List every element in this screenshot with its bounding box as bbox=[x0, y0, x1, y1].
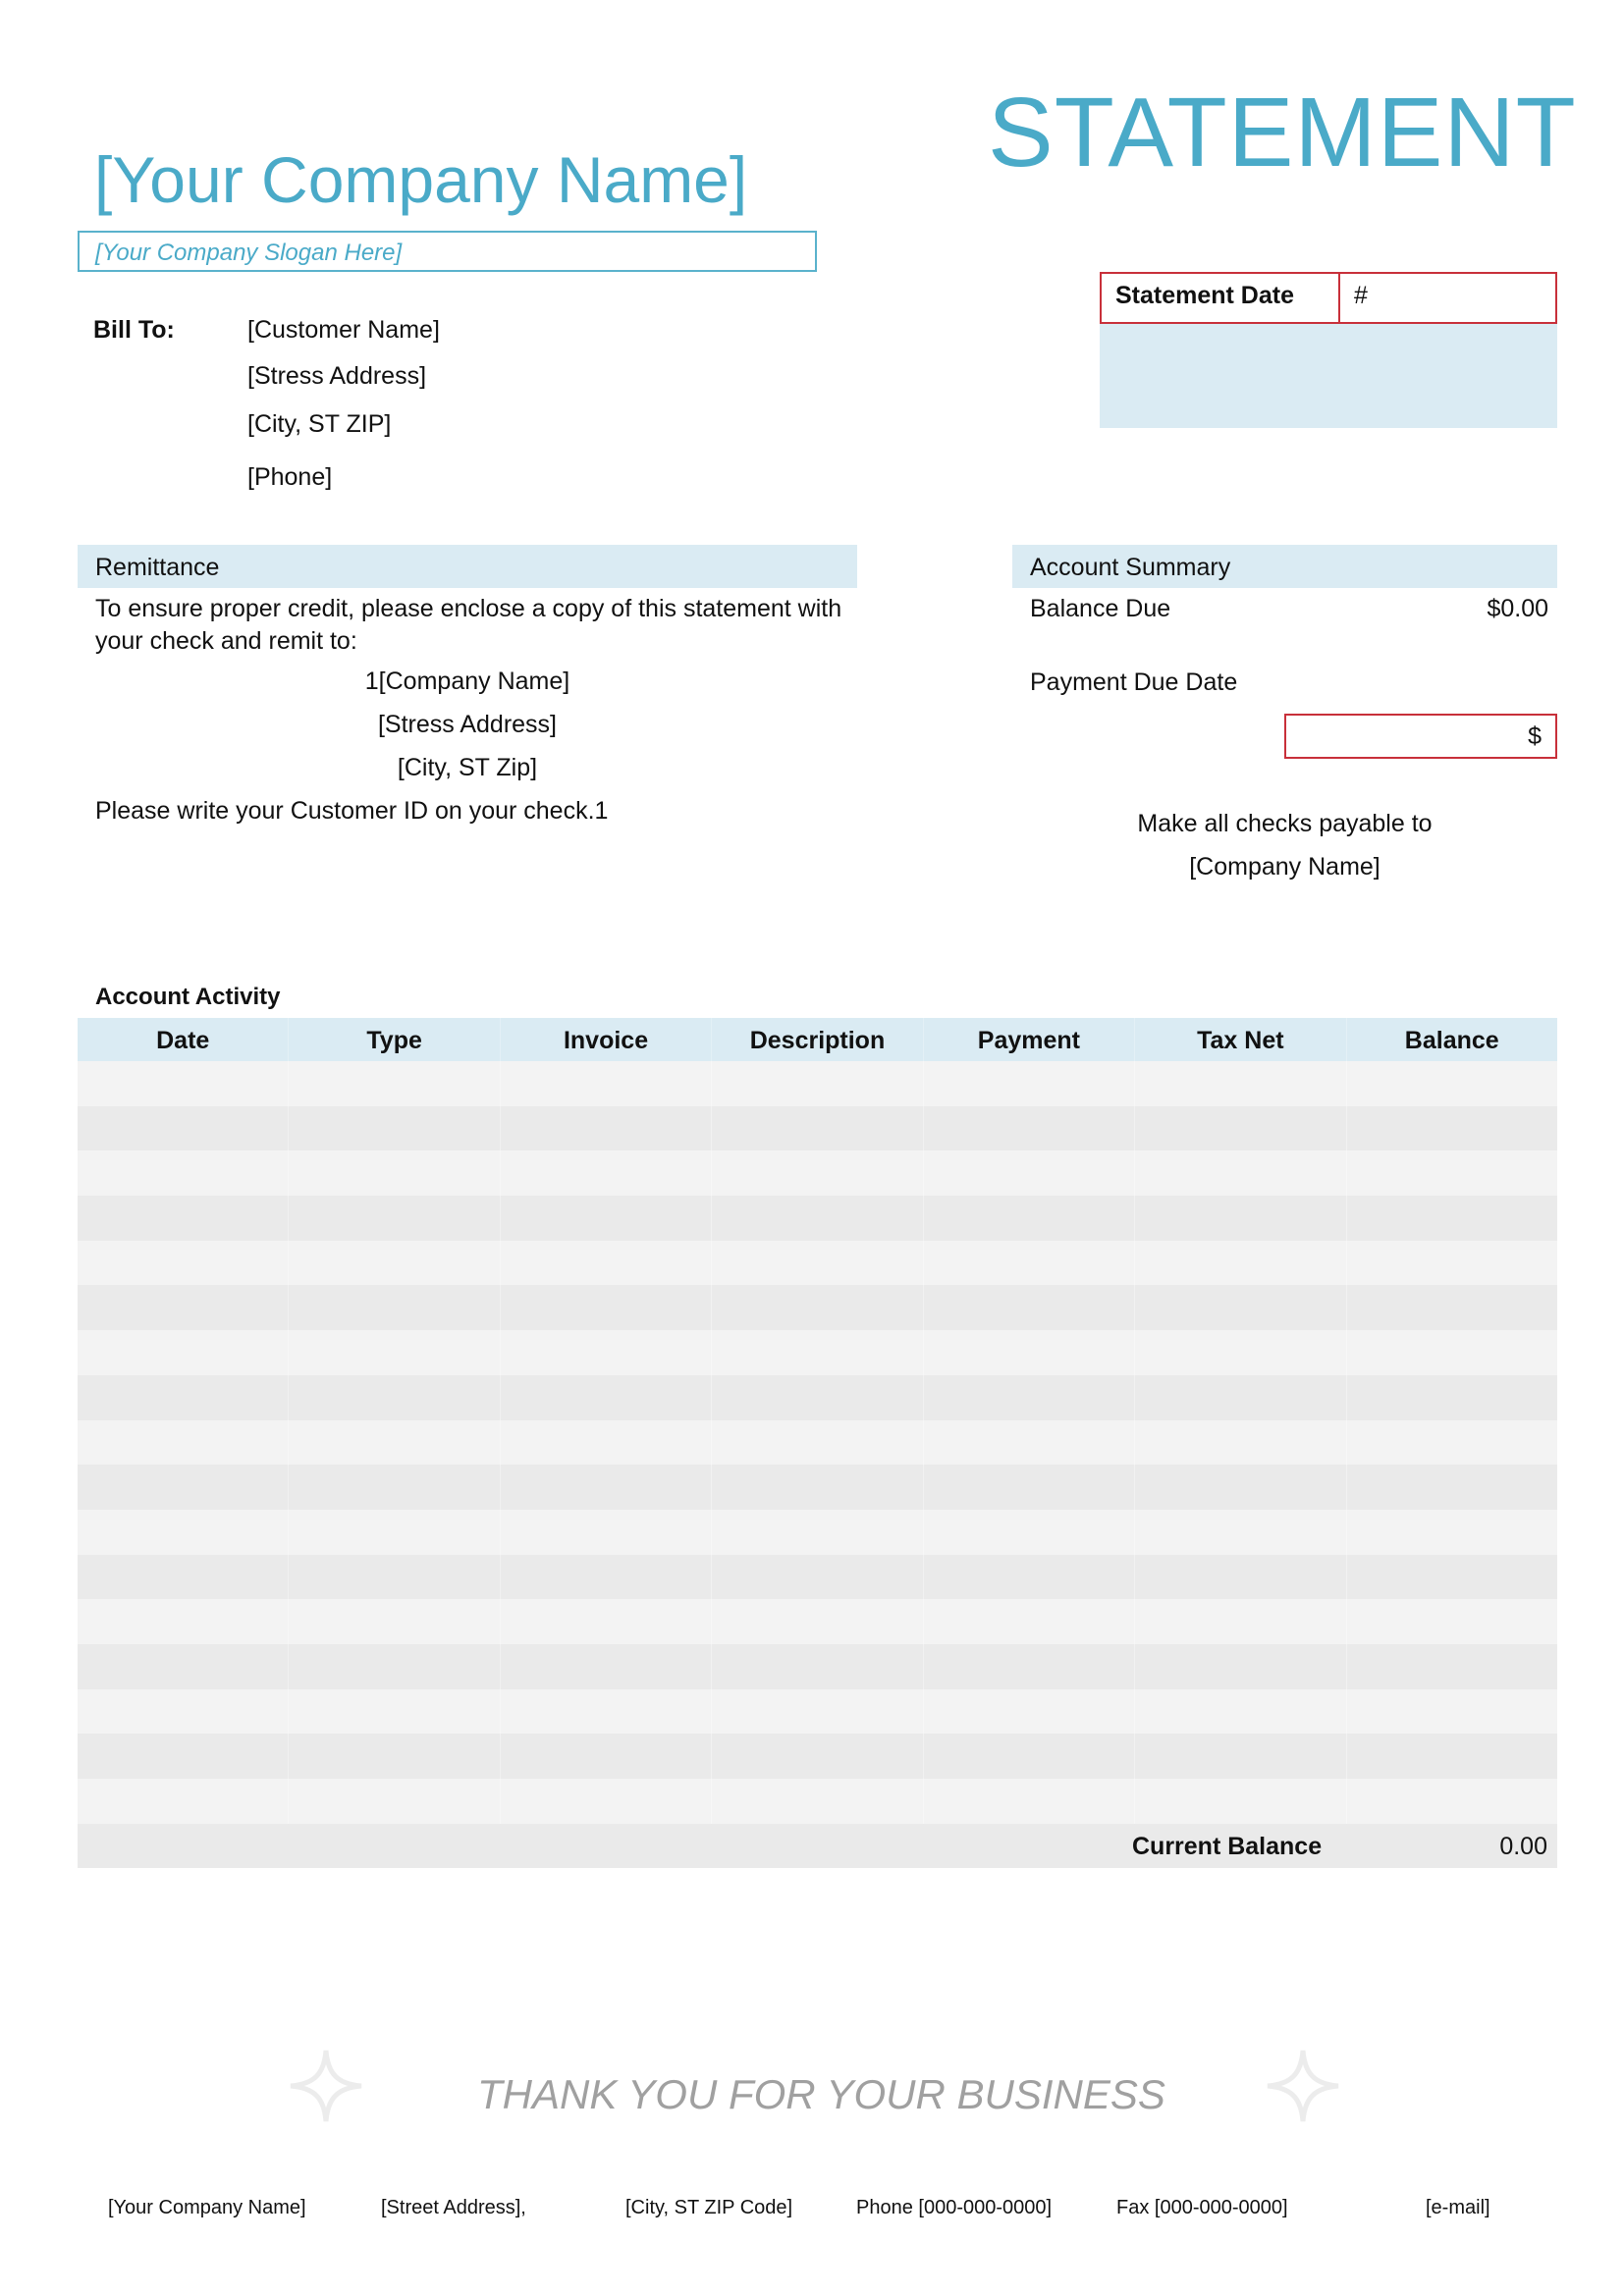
current-balance-row bbox=[78, 1824, 1557, 1868]
table-cell-type[interactable] bbox=[289, 1330, 500, 1375]
payable-company: [Company Name] bbox=[1189, 853, 1380, 881]
table-cell-payment[interactable] bbox=[924, 1644, 1135, 1689]
statement-date-row bbox=[1100, 272, 1557, 324]
customer-phone: [Phone] bbox=[247, 463, 333, 491]
table-row bbox=[78, 1510, 1557, 1555]
table-cell-date[interactable] bbox=[78, 1510, 289, 1555]
table-row bbox=[78, 1375, 1557, 1420]
table-cell-description[interactable] bbox=[712, 1061, 923, 1106]
table-cell-date[interactable] bbox=[78, 1734, 289, 1779]
column-header-invoice: Invoice bbox=[501, 1018, 712, 1061]
table-cell-date[interactable] bbox=[78, 1599, 289, 1644]
table-row bbox=[78, 1599, 1557, 1644]
table-cell-type[interactable] bbox=[289, 1599, 500, 1644]
table-cell-description[interactable] bbox=[712, 1689, 923, 1735]
footer-company: [Your Company Name] bbox=[108, 2197, 306, 2218]
statement-info-table bbox=[1100, 272, 1557, 428]
table-cell-description[interactable] bbox=[712, 1150, 923, 1196]
table-cell-tax-net[interactable] bbox=[1135, 1285, 1346, 1330]
table-row bbox=[78, 1420, 1557, 1466]
payment-due-label: Payment Due Date bbox=[1030, 668, 1238, 696]
table-row bbox=[78, 1241, 1557, 1286]
table-cell-date[interactable] bbox=[78, 1241, 289, 1286]
table-cell-balance[interactable] bbox=[1347, 1150, 1557, 1196]
document-title: STATEMENT bbox=[988, 78, 1577, 187]
table-cell-payment[interactable] bbox=[924, 1150, 1135, 1196]
table-cell-invoice[interactable] bbox=[501, 1241, 712, 1286]
table-cell-type[interactable] bbox=[289, 1644, 500, 1689]
table-cell-tax-net[interactable] bbox=[1135, 1599, 1346, 1644]
footer-email: [e-mail] bbox=[1426, 2197, 1490, 2218]
table-cell-invoice[interactable] bbox=[501, 1420, 712, 1466]
remittance-intro: To ensure proper credit, please enclose a copy of this statement with your check and remit to: bbox=[95, 595, 842, 655]
table-cell-balance[interactable] bbox=[1347, 1465, 1557, 1510]
table-cell-invoice[interactable] bbox=[501, 1285, 712, 1330]
balance-due-label: Balance Due bbox=[1030, 595, 1171, 622]
table-cell-balance[interactable] bbox=[1347, 1510, 1557, 1555]
table-cell-invoice[interactable] bbox=[501, 1196, 712, 1241]
table-cell-payment[interactable] bbox=[924, 1465, 1135, 1510]
customer-id-note: Please write your Customer ID on your check.1 bbox=[95, 797, 609, 825]
column-header-date: Date bbox=[78, 1018, 289, 1061]
remittance-heading: Remittance bbox=[78, 545, 857, 588]
table-cell-invoice[interactable] bbox=[501, 1106, 712, 1151]
table-cell-invoice[interactable] bbox=[501, 1465, 712, 1510]
table-cell-payment[interactable] bbox=[924, 1689, 1135, 1735]
table-cell-tax-net[interactable] bbox=[1135, 1420, 1346, 1466]
footer-phone: Phone [000-000-0000] bbox=[856, 2197, 1053, 2218]
remit-company-name: 1[Company Name] bbox=[364, 667, 570, 695]
table-cell-payment[interactable] bbox=[924, 1510, 1135, 1555]
balance-due-value: $0.00 bbox=[1487, 595, 1548, 622]
table-row bbox=[78, 1106, 1557, 1151]
slogan-field[interactable] bbox=[78, 231, 817, 272]
table-cell-description[interactable] bbox=[712, 1375, 923, 1420]
table-row bbox=[78, 1196, 1557, 1241]
table-cell-description[interactable] bbox=[712, 1196, 923, 1241]
table-cell-tax-net[interactable] bbox=[1135, 1779, 1346, 1824]
table-cell-date[interactable] bbox=[78, 1689, 289, 1735]
sparkle-icon bbox=[287, 2047, 365, 2125]
table-cell-type[interactable] bbox=[289, 1241, 500, 1286]
table-cell-date[interactable] bbox=[78, 1285, 289, 1330]
table-cell-tax-net[interactable] bbox=[1135, 1734, 1346, 1779]
table-row bbox=[78, 1465, 1557, 1510]
table-cell-type[interactable] bbox=[289, 1555, 500, 1600]
table-cell-invoice[interactable] bbox=[501, 1510, 712, 1555]
table-cell-payment[interactable] bbox=[924, 1779, 1135, 1824]
table-cell-description[interactable] bbox=[712, 1106, 923, 1151]
thank-you-message: THANK YOU FOR YOUR BUSINESS bbox=[477, 2071, 1165, 2117]
table-row bbox=[78, 1330, 1557, 1375]
table-cell-invoice[interactable] bbox=[501, 1644, 712, 1689]
table-cell-invoice[interactable] bbox=[501, 1734, 712, 1779]
footer-fax: Fax [000-000-0000] bbox=[1116, 2197, 1288, 2218]
table-cell-tax-net[interactable] bbox=[1135, 1330, 1346, 1375]
table-cell-description[interactable] bbox=[712, 1465, 923, 1510]
table-cell-date[interactable] bbox=[78, 1061, 289, 1106]
table-cell-type[interactable] bbox=[289, 1734, 500, 1779]
table-cell-date[interactable] bbox=[78, 1465, 289, 1510]
table-cell-tax-net[interactable] bbox=[1135, 1150, 1346, 1196]
column-header-tax-net: Tax Net bbox=[1135, 1018, 1346, 1061]
customer-street: [Stress Address] bbox=[247, 362, 427, 390]
column-header-description: Description bbox=[712, 1018, 923, 1061]
table-cell-date[interactable] bbox=[78, 1555, 289, 1600]
footer-street: [Street Address], bbox=[381, 2197, 526, 2218]
payable-line-1: Make all checks payable to bbox=[1137, 810, 1433, 837]
table-cell-tax-net[interactable] bbox=[1135, 1375, 1346, 1420]
table-cell-balance[interactable] bbox=[1347, 1779, 1557, 1824]
table-cell-type[interactable] bbox=[289, 1510, 500, 1555]
table-cell-tax-net[interactable] bbox=[1135, 1106, 1346, 1151]
table-cell-payment[interactable] bbox=[924, 1734, 1135, 1779]
table-cell-balance[interactable] bbox=[1347, 1241, 1557, 1286]
table-cell-invoice[interactable] bbox=[501, 1061, 712, 1106]
table-row bbox=[78, 1061, 1557, 1106]
table-cell-date[interactable] bbox=[78, 1420, 289, 1466]
table-cell-payment[interactable] bbox=[924, 1375, 1135, 1420]
column-header-payment: Payment bbox=[924, 1018, 1135, 1061]
table-cell-invoice[interactable] bbox=[501, 1599, 712, 1644]
account-activity-title: Account Activity bbox=[95, 984, 281, 1010]
table-cell-tax-net[interactable] bbox=[1135, 1555, 1346, 1600]
statement-number-field[interactable]: # bbox=[1354, 282, 1368, 309]
statement-info-fill[interactable] bbox=[1100, 324, 1557, 428]
table-cell-date[interactable] bbox=[78, 1779, 289, 1824]
table-row bbox=[78, 1689, 1557, 1735]
table-cell-payment[interactable] bbox=[924, 1285, 1135, 1330]
table-cell-date[interactable] bbox=[78, 1375, 289, 1420]
table-cell-balance[interactable] bbox=[1347, 1375, 1557, 1420]
table-cell-description[interactable] bbox=[712, 1510, 923, 1555]
table-row bbox=[78, 1734, 1557, 1779]
current-balance-value: 0.00 bbox=[1499, 1832, 1547, 1860]
table-cell-payment[interactable] bbox=[924, 1061, 1135, 1106]
table-cell-tax-net[interactable] bbox=[1135, 1465, 1346, 1510]
sparkle-icon bbox=[1264, 2047, 1342, 2125]
table-cell-type[interactable] bbox=[289, 1196, 500, 1241]
table-row bbox=[78, 1644, 1557, 1689]
table-cell-description[interactable] bbox=[712, 1285, 923, 1330]
table-cell-type[interactable] bbox=[289, 1465, 500, 1510]
table-cell-tax-net[interactable] bbox=[1135, 1061, 1346, 1106]
table-cell-type[interactable] bbox=[289, 1061, 500, 1106]
table-cell-type[interactable] bbox=[289, 1420, 500, 1466]
table-cell-balance[interactable] bbox=[1347, 1689, 1557, 1735]
table-cell-description[interactable] bbox=[712, 1779, 923, 1824]
table-cell-tax-net[interactable] bbox=[1135, 1510, 1346, 1555]
table-row bbox=[78, 1150, 1557, 1196]
table-cell-tax-net[interactable] bbox=[1135, 1689, 1346, 1735]
column-header-balance: Balance bbox=[1404, 1027, 1499, 1054]
table-cell-type[interactable] bbox=[289, 1285, 500, 1330]
table-cell-balance[interactable] bbox=[1347, 1734, 1557, 1779]
table-cell-type[interactable] bbox=[289, 1106, 500, 1151]
table-cell-tax-net[interactable] bbox=[1135, 1196, 1346, 1241]
company-name: [Your Company Name] bbox=[94, 143, 748, 216]
table-cell-invoice[interactable] bbox=[501, 1779, 712, 1824]
table-cell-invoice[interactable] bbox=[501, 1689, 712, 1735]
table-cell-description[interactable] bbox=[712, 1241, 923, 1286]
table-cell-date[interactable] bbox=[78, 1150, 289, 1196]
table-cell-payment[interactable] bbox=[924, 1196, 1135, 1241]
table-cell-balance[interactable] bbox=[1347, 1599, 1557, 1644]
account-summary-heading: Account Summary bbox=[1012, 545, 1557, 588]
table-cell-type[interactable] bbox=[289, 1375, 500, 1420]
table-cell-description[interactable] bbox=[712, 1555, 923, 1600]
table-cell-type[interactable] bbox=[289, 1779, 500, 1824]
table-body bbox=[78, 1061, 1557, 1824]
table-cell-payment[interactable] bbox=[924, 1555, 1135, 1600]
table-cell-type[interactable] bbox=[289, 1689, 500, 1735]
table-cell-invoice[interactable] bbox=[501, 1330, 712, 1375]
table-cell-balance[interactable] bbox=[1347, 1061, 1557, 1106]
customer-name: [Customer Name] bbox=[247, 316, 440, 344]
table-cell-invoice[interactable] bbox=[501, 1150, 712, 1196]
table-cell-tax-net[interactable] bbox=[1135, 1241, 1346, 1286]
table-cell-type[interactable] bbox=[289, 1150, 500, 1196]
table-cell-balance[interactable] bbox=[1347, 1196, 1557, 1241]
table-cell-payment[interactable] bbox=[924, 1599, 1135, 1644]
table-cell-balance[interactable] bbox=[1347, 1555, 1557, 1600]
table-cell-description[interactable] bbox=[712, 1644, 923, 1689]
table-cell-description[interactable] bbox=[712, 1330, 923, 1375]
payment-due-row bbox=[1030, 668, 1548, 697]
table-cell-invoice[interactable] bbox=[501, 1375, 712, 1420]
table-row bbox=[78, 1779, 1557, 1824]
table-cell-tax-net[interactable] bbox=[1135, 1644, 1346, 1689]
table-cell-description[interactable] bbox=[712, 1420, 923, 1466]
table-cell-payment[interactable] bbox=[924, 1330, 1135, 1375]
footer-city: [City, ST ZIP Code] bbox=[625, 2197, 793, 2218]
table-cell-description[interactable] bbox=[712, 1599, 923, 1644]
current-balance-label: Current Balance bbox=[1132, 1832, 1323, 1860]
table-row bbox=[78, 1285, 1557, 1330]
table-cell-payment[interactable] bbox=[924, 1241, 1135, 1286]
table-cell-balance[interactable] bbox=[1347, 1644, 1557, 1689]
table-cell-balance[interactable] bbox=[1347, 1106, 1557, 1151]
statement-date-label: Statement Date bbox=[1102, 274, 1340, 322]
table-cell-date[interactable] bbox=[78, 1196, 289, 1241]
table-cell-balance[interactable] bbox=[1347, 1330, 1557, 1375]
table-cell-description[interactable] bbox=[712, 1734, 923, 1779]
table-row bbox=[78, 1555, 1557, 1600]
table-cell-payment[interactable] bbox=[924, 1420, 1135, 1466]
balance-due-row bbox=[1030, 595, 1548, 623]
slogan-text: [Your Company Slogan Here] bbox=[95, 240, 403, 266]
amount-enclosed-field[interactable]: $ bbox=[1284, 714, 1557, 759]
table-cell-date[interactable] bbox=[78, 1644, 289, 1689]
table-cell-balance[interactable] bbox=[1347, 1420, 1557, 1466]
table-cell-balance[interactable] bbox=[1347, 1285, 1557, 1330]
column-header-type: Type bbox=[289, 1018, 500, 1061]
bill-to-label: Bill To: bbox=[93, 316, 175, 344]
remit-street: [Stress Address] bbox=[377, 711, 558, 738]
remit-city: [City, ST Zip] bbox=[397, 754, 538, 781]
table-cell-invoice[interactable] bbox=[501, 1555, 712, 1600]
table-cell-date[interactable] bbox=[78, 1106, 289, 1151]
account-activity-table bbox=[78, 1018, 1557, 1868]
table-header-row bbox=[78, 1018, 1557, 1061]
table-cell-payment[interactable] bbox=[924, 1106, 1135, 1151]
customer-city: [City, ST ZIP] bbox=[247, 410, 392, 438]
table-cell-date[interactable] bbox=[78, 1330, 289, 1375]
